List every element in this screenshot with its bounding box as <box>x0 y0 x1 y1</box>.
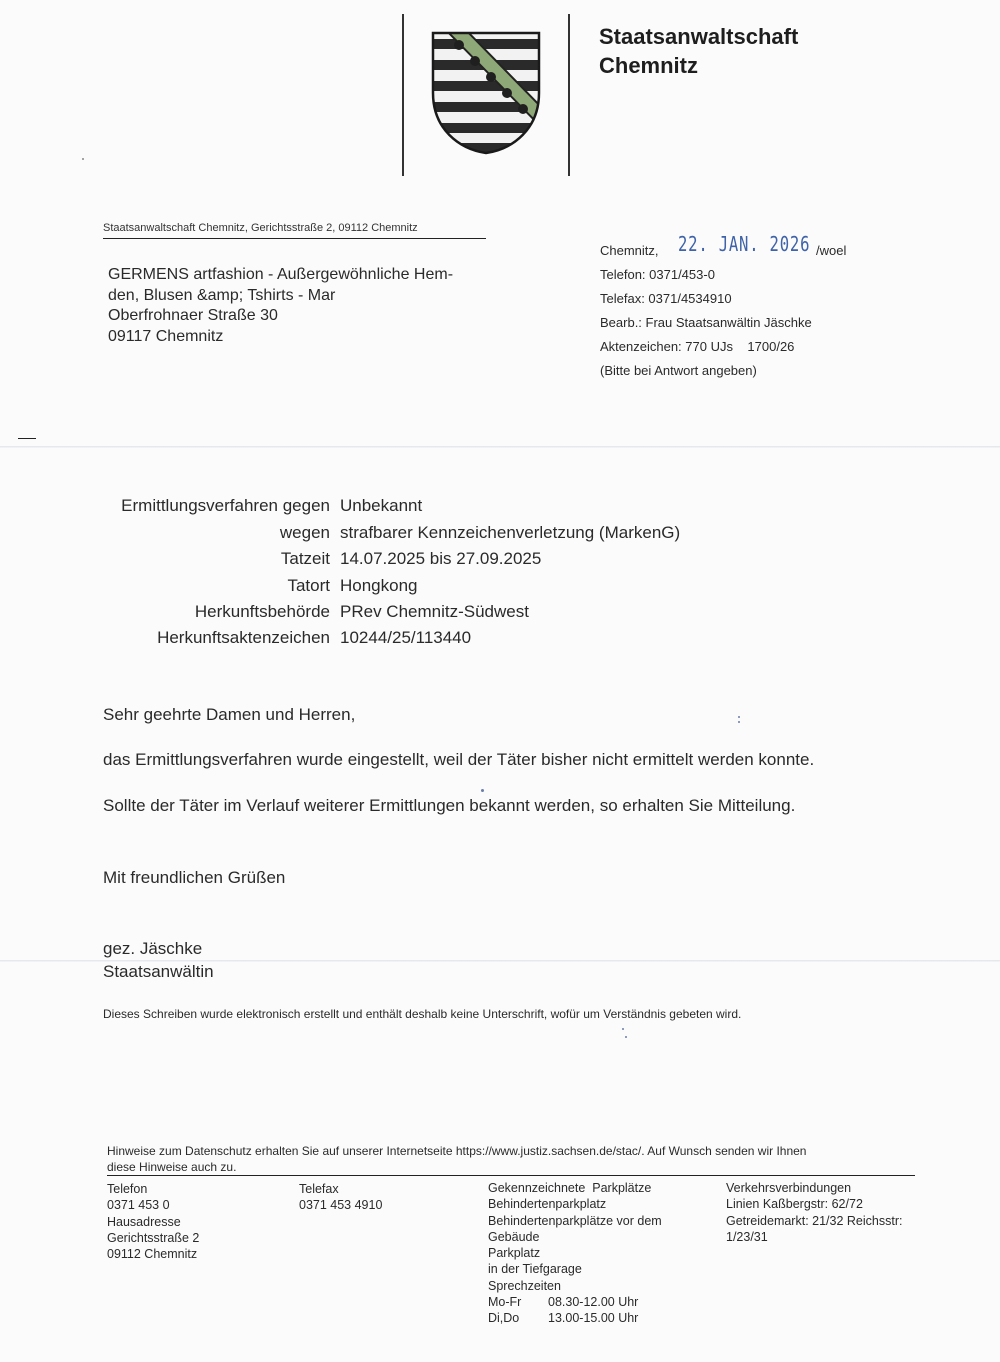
case-label: Tatzeit <box>280 549 330 568</box>
footer-text: in der Tiefgarage <box>488 1262 582 1277</box>
scan-speck <box>622 1028 624 1030</box>
footer-contact-column <box>107 1181 199 1262</box>
case-label: Herkunftsbehörde <box>194 602 330 621</box>
footer-text: Verkehrsverbindungen <box>726 1181 852 1195</box>
info-note: (Bitte bei Antwort angeben) <box>600 363 757 378</box>
scan-speck <box>481 789 484 792</box>
reference-suffix: /woel <box>816 243 847 258</box>
footer-text: Linien Kaßbergstr: 62/72 <box>726 1197 863 1212</box>
footer-text: Telefax <box>299 1182 339 1196</box>
scan-speck <box>625 1036 627 1038</box>
footer-fax-column <box>299 1181 382 1214</box>
closing: Mit freundlichen Grüßen <box>103 868 286 887</box>
signature-name: gez. Jäschke <box>103 939 203 958</box>
privacy-line: Hinweise zum Datenschutz erhalten Sie auf unserer Internetseite https://www.justiz.sachsen.de/stac/. Auf Wunsch senden wir Ihnen <box>107 1144 807 1158</box>
body-paragraph: Sollte der Täter im Verlauf weiterer Ermittlungen bekannt werden, so erhalten Sie Mitteilung. <box>103 796 796 815</box>
salutation: Sehr geehrte Damen und Herren, <box>103 705 356 724</box>
case-value: Unbekannt <box>340 496 423 515</box>
body-paragraph: das Ermittlungsverfahren wurde eingestellt, weil der Täter bisher nicht ermittelt werden konnte. <box>103 750 815 769</box>
info-fax: Telefax: 0371/4534910 <box>600 291 732 306</box>
case-value: strafbarer Kennzeichenverletzung (MarkenG) <box>340 523 681 542</box>
footer-text: 09112 Chemnitz <box>107 1247 198 1262</box>
footer-text: Gebäude <box>488 1229 540 1244</box>
authority-line: Chemnitz <box>599 53 698 78</box>
footer-text: 0371 453 4910 <box>299 1198 383 1213</box>
sender-return-address: Staatsanwaltschaft Chemnitz, Gerichtsstraße 2, 09112 Chemnitz <box>103 222 418 234</box>
info-phone: Telefon: 0371/453-0 <box>600 267 715 282</box>
privacy-notice <box>107 1143 806 1175</box>
recipient-address <box>108 265 453 347</box>
case-label: Ermittlungsverfahren gegen <box>121 496 330 515</box>
authority-line: Staatsanwaltschaft <box>599 24 799 49</box>
privacy-line: diese Hinweise auch zu. <box>107 1160 237 1174</box>
header-divider-left <box>402 14 404 176</box>
footer-text: Gerichtsstraße 2 <box>107 1230 200 1245</box>
case-value: 14.07.2025 bis 27.09.2025 <box>340 549 542 568</box>
footer-text: Sprechzeiten <box>488 1278 561 1293</box>
footer-text: 0371 453 0 <box>107 1198 170 1213</box>
case-label: wegen <box>279 523 330 542</box>
footer-text: Parkplatz <box>488 1246 541 1261</box>
footer-text: Getreidemarkt: 21/32 Reichsstr: <box>726 1213 903 1228</box>
info-place: Chemnitz, <box>600 243 659 258</box>
info-file-number: Aktenzeichen: 770 UJs 1700/26 <box>600 339 795 354</box>
footer-transport-column <box>726 1180 902 1245</box>
electronic-notice: Dieses Schreiben wurde elektronisch erstellt und enthält deshalb keine Unterschrift, wofür um Verständnis gebeten wird. <box>103 1007 742 1021</box>
recipient-line: GERMENS artfashion - Außergewöhnliche Hem- <box>108 266 454 283</box>
recipient-line: Oberfrohnaer Straße 30 <box>108 307 278 324</box>
office-hours-row <box>488 1310 662 1326</box>
footer-text: 1/23/31 <box>726 1229 768 1244</box>
footer-text: Telefon <box>107 1182 148 1196</box>
authority-name <box>599 22 798 80</box>
office-hours-days: Di,Do <box>488 1311 520 1326</box>
saxony-coat-of-arms-icon <box>431 31 541 155</box>
office-hours-time: 08.30-12.00 Uhr <box>548 1295 639 1310</box>
sender-underline <box>103 238 486 239</box>
footer-rule <box>107 1175 915 1176</box>
fold-mark <box>18 438 36 439</box>
scan-speck <box>82 158 84 160</box>
signature-title: Staatsanwältin <box>103 962 214 981</box>
case-value: 10244/25/113440 <box>340 628 472 647</box>
office-hours-days: Mo-Fr <box>488 1295 522 1310</box>
footer-parking-column <box>488 1180 662 1327</box>
office-hours-time: 13.00-15.00 Uhr <box>548 1311 639 1326</box>
office-hours-row <box>488 1294 662 1310</box>
info-clerk: Bearb.: Frau Staatsanwältin Jäschke <box>600 315 812 330</box>
recipient-line: 09117 Chemnitz <box>108 327 224 345</box>
case-label: Herkunftsaktenzeichen <box>157 628 330 647</box>
case-value: Hongkong <box>340 576 418 595</box>
footer-text: Hausadresse <box>107 1214 181 1229</box>
date-stamp: 22. JAN. 2026 <box>678 232 811 256</box>
header-divider-right <box>568 14 570 176</box>
scan-speck <box>738 716 740 718</box>
footer-text: Behindertenparkplatz <box>488 1197 607 1212</box>
case-value: PRev Chemnitz-Südwest <box>340 602 529 621</box>
paper-fold-top <box>0 446 1000 448</box>
footer-text: Behindertenparkplätze vor dem <box>488 1213 662 1228</box>
recipient-line: den, Blusen &amp; Tshirts - Mar <box>108 286 336 304</box>
scan-speck <box>738 721 740 723</box>
case-label: Tatort <box>287 576 330 595</box>
footer-text: Gekennzeichnete Parkplätze <box>488 1181 652 1195</box>
